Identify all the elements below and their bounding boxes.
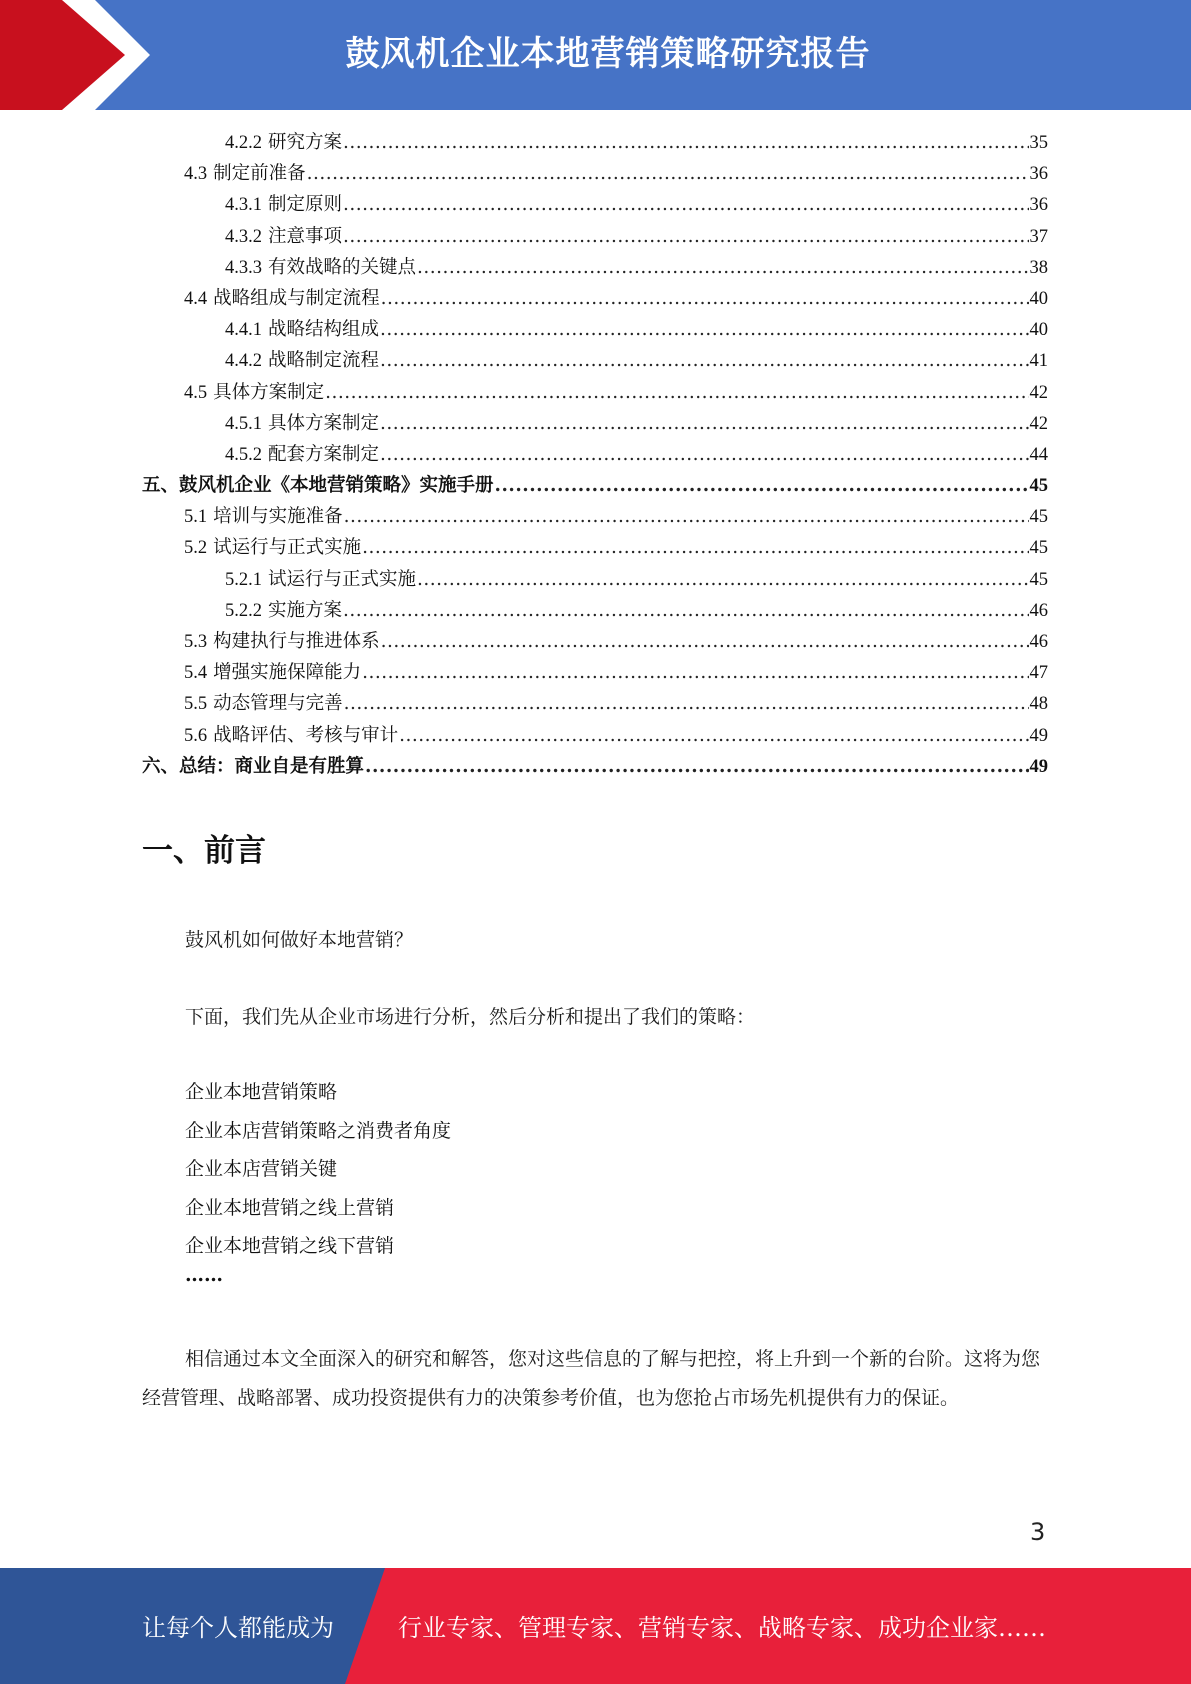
list-item: 企业本地营销策略	[185, 1081, 338, 1103]
toc-dot-leader	[399, 725, 1028, 746]
toc-entry[interactable]	[142, 409, 1048, 440]
toc-dot-leader	[380, 319, 1028, 340]
toc-entry-page: 46	[1029, 600, 1048, 621]
toc-entry-number: 5.5	[184, 694, 208, 715]
toc-entry-number: 5.2	[184, 538, 208, 559]
toc-entry-title: 培训与实施准备	[213, 506, 343, 528]
toc-entry-title: 战略结构组成	[268, 319, 380, 341]
toc-entry-page: 45	[1029, 538, 1048, 559]
toc-entry-title: 制定原则	[268, 194, 343, 216]
toc-entry-title: 六、总结：商业自是有胜算	[142, 755, 365, 777]
toc-dot-leader	[365, 756, 1028, 777]
toc-dot-leader	[362, 662, 1028, 683]
toc-entry-title: 有效战略的关键点	[268, 256, 417, 278]
toc-entry-page: 42	[1029, 382, 1048, 403]
toc-entry[interactable]	[142, 190, 1048, 221]
toc-entry[interactable]	[142, 658, 1048, 689]
toc-entry-number: 4.4.1	[225, 320, 262, 341]
list-item: 企业本地营销之线上营销	[185, 1196, 395, 1219]
toc-dot-leader	[380, 444, 1028, 465]
intro-question: 鼓风机如何做好本地营销？	[185, 929, 414, 951]
toc-entry-title: 战略组成与制定流程	[213, 287, 380, 309]
toc-entry-title: 构建执行与推进体系	[213, 631, 380, 652]
footer-band	[0, 1568, 1191, 1684]
toc-entry[interactable]	[142, 627, 1048, 658]
toc-entry-number: 4.2.2	[225, 133, 262, 153]
toc-entry-page: 38	[1029, 257, 1048, 278]
toc-entry-number: 4.5	[184, 382, 208, 403]
toc-entry[interactable]	[142, 596, 1048, 627]
toc-dot-leader	[325, 382, 1028, 403]
document-title: 鼓风机企业本地营销策略研究报告	[345, 34, 871, 74]
toc-dot-leader	[495, 475, 1029, 496]
toc-dot-leader	[417, 257, 1028, 278]
toc-entry[interactable]	[142, 752, 1048, 783]
toc-entry-page: 40	[1029, 320, 1048, 341]
toc-entry-page: 47	[1029, 663, 1048, 684]
toc-entry-page: 46	[1029, 632, 1048, 652]
toc-dot-leader	[343, 600, 1028, 621]
footer-slogan-right: 行业专家、管理专家、营销专家、战略专家、成功企业家……	[398, 1614, 1046, 1642]
toc-entry-number: 4.3.3	[225, 257, 262, 278]
toc-entry-number: 5.4	[184, 663, 208, 684]
toc-entry-number: 4.4	[184, 288, 208, 309]
toc-entry-number: 4.4.2	[225, 351, 262, 372]
toc-dot-leader	[344, 693, 1029, 714]
toc-entry-title: 增强实施保障能力	[213, 662, 362, 684]
toc-entry-page: 36	[1029, 195, 1048, 216]
toc-entry-title: 五、鼓风机企业《本地营销策略》实施手册	[142, 475, 494, 497]
table-of-contents	[142, 128, 1048, 783]
toc-entry-page: 45	[1029, 476, 1048, 497]
toc-dot-leader	[380, 350, 1028, 371]
toc-entry[interactable]	[142, 346, 1048, 377]
toc-entry-title: 具体方案制定	[268, 412, 380, 434]
toc-entry-title: 研究方案	[268, 132, 343, 153]
toc-entry-number: 4.3	[184, 164, 208, 185]
toc-entry-page: 42	[1029, 413, 1048, 434]
toc-entry-title: 试运行与正式实施	[268, 568, 417, 590]
closing-paragraph: 相信通过本文全面深入的研究和解答，您对这些信息的了解与把控，将上升到一个新的台阶。这将为您经营管理、战略部署、成功投资提供有力的决策参考价值，也为您抢占市场先机提供有力的保证。	[142, 1348, 1041, 1409]
toc-entry[interactable]	[142, 471, 1048, 502]
toc-entry-title: 战略评估、考核与审计	[213, 724, 399, 746]
toc-entry[interactable]	[142, 128, 1048, 159]
toc-entry-page: 48	[1029, 694, 1048, 715]
toc-entry-page: 37	[1029, 226, 1048, 247]
toc-entry-number: 5.3	[184, 632, 208, 652]
toc-entry-title: 制定前准备	[213, 163, 306, 185]
toc-entry-number: 4.5.2	[225, 444, 262, 465]
toc-entry[interactable]	[142, 565, 1048, 596]
intro-paragraph: 下面，我们先从企业市场进行分析，然后分析和提出了我们的策略：	[185, 1006, 756, 1028]
list-item: 企业本店营销策略之消费者角度	[185, 1119, 452, 1142]
toc-entry-number: 5.2.2	[225, 600, 262, 621]
toc-entry[interactable]	[142, 689, 1048, 720]
toc-entry[interactable]	[142, 222, 1048, 253]
toc-entry-page: 45	[1029, 507, 1048, 528]
toc-entry-number: 4.5.1	[225, 413, 262, 434]
toc-entry-number: 5.6	[184, 725, 208, 746]
toc-entry-number: 5.2.1	[225, 569, 262, 590]
list-item: 企业本店营销关键	[185, 1158, 338, 1180]
toc-entry[interactable]	[142, 378, 1048, 409]
toc-entry[interactable]	[142, 533, 1048, 564]
strategy-list	[185, 1078, 451, 1271]
toc-entry-title: 动态管理与完善	[213, 693, 343, 715]
toc-entry-title: 试运行与正式实施	[213, 537, 362, 559]
toc-entry-page: 49	[1029, 756, 1048, 777]
toc-dot-leader	[362, 537, 1028, 558]
toc-dot-leader	[343, 194, 1028, 215]
toc-entry-title: 实施方案	[268, 599, 343, 621]
toc-entry[interactable]	[142, 159, 1048, 190]
toc-entry-page: 44	[1029, 444, 1048, 465]
list-ellipsis: ……	[185, 1264, 223, 1286]
toc-entry-page: 45	[1029, 569, 1048, 590]
toc-dot-leader	[381, 288, 1029, 309]
toc-entry-number: 5.1	[184, 507, 208, 528]
toc-dot-leader	[380, 413, 1028, 434]
toc-entry-page: 36	[1029, 164, 1048, 185]
toc-entry-title: 具体方案制定	[213, 381, 325, 403]
toc-entry-title: 注意事项	[268, 225, 343, 247]
toc-entry-number: 4.3.2	[225, 226, 262, 247]
toc-entry[interactable]	[142, 721, 1048, 752]
toc-entry-page: 49	[1029, 725, 1048, 746]
toc-dot-leader	[343, 226, 1028, 247]
toc-entry[interactable]	[142, 284, 1048, 315]
toc-entry-number: 4.3.1	[225, 195, 262, 216]
toc-entry[interactable]	[142, 502, 1048, 533]
toc-dot-leader	[381, 631, 1029, 652]
toc-entry-title: 配套方案制定	[268, 443, 380, 465]
toc-entry-page: 35	[1029, 133, 1048, 153]
toc-dot-leader	[417, 569, 1028, 590]
toc-entry-page: 41	[1029, 351, 1048, 372]
page-number: 3	[1030, 1518, 1046, 1546]
toc-dot-leader	[307, 163, 1029, 184]
toc-entry-page: 40	[1029, 288, 1048, 309]
toc-entry[interactable]	[142, 315, 1048, 346]
toc-entry-title: 战略制定流程	[268, 350, 380, 372]
footer-slogan-left: 让每个人都能成为	[142, 1614, 334, 1642]
toc-dot-leader	[344, 506, 1029, 527]
toc-entry[interactable]	[142, 440, 1048, 471]
list-item: 企业本地营销之线下营销	[185, 1235, 395, 1257]
toc-dot-leader	[343, 132, 1028, 153]
toc-entry[interactable]	[142, 253, 1048, 284]
header-band	[0, 0, 1191, 110]
section-heading: 一、前言	[142, 833, 266, 869]
